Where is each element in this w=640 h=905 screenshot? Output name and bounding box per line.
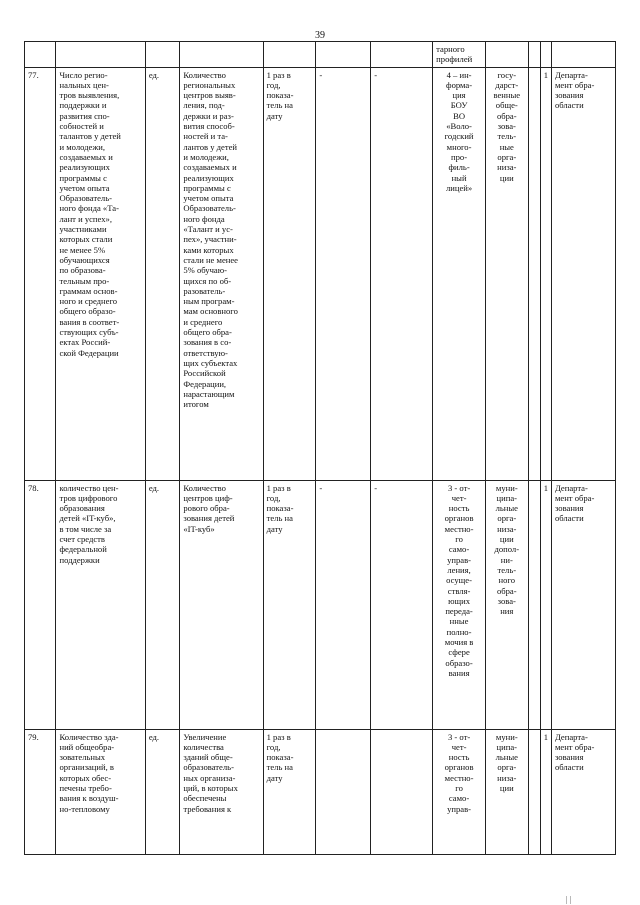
indicator-name: количество цен- тров цифрового образования детей «IT-куб», в том числе за счет средств федеральной поддержки	[56, 480, 145, 729]
unit-cell: ед.	[145, 729, 180, 854]
col7-cell	[371, 729, 433, 854]
definition-cell: Увеличение количества зданий обще- образователь- ных организа- ций, в которых обеспечены требования к	[180, 729, 263, 854]
col7-cell: -	[371, 67, 433, 480]
row-number: 77.	[25, 67, 56, 480]
unit-cell: ед.	[145, 480, 180, 729]
row-number: 78.	[25, 480, 56, 729]
row-number: 79.	[25, 729, 56, 854]
header-cell	[316, 42, 371, 68]
frequency-cell: 1 раз в год, показа- тель на дату	[263, 729, 316, 854]
header-cell	[263, 42, 316, 68]
header-cell	[56, 42, 145, 68]
header-cell	[25, 42, 56, 68]
header-cell	[145, 42, 180, 68]
col6-cell: -	[316, 480, 371, 729]
department-cell: Департа- мент обра- зования области	[551, 67, 615, 480]
indicators-table	[24, 41, 616, 855]
col11-cell: 1	[540, 729, 551, 854]
col10-cell	[528, 67, 540, 480]
col11-cell: 1	[540, 480, 551, 729]
responsible-org-cell: муни- ципа- льные орга- низа- ции допол- ни- тель- ного обра- зова- ния	[485, 480, 528, 729]
col6-cell	[316, 729, 371, 854]
page-number: 39	[315, 30, 325, 41]
table-row	[25, 67, 616, 480]
col7-cell: -	[371, 480, 433, 729]
frequency-cell: 1 раз в год, показа- тель на дату	[263, 480, 316, 729]
table-row	[25, 729, 616, 854]
source-cell: 4 – ин- форма- ция БОУ ВО «Воло- годский много- про- филь- ный лицей»	[433, 67, 486, 480]
indicator-name: Количество зда- ний общеобра- зовательных организаций, в которых обес- печены требо- вания к воздуш- но-тепловому	[56, 729, 145, 854]
department-cell: Департа- мент обра- зования области	[551, 480, 615, 729]
header-cell	[528, 42, 540, 68]
department-cell: Департа- мент обра- зования области	[551, 729, 615, 854]
responsible-org-cell: госу- дарст- венные обще- обра- зова- тель- ные орга- низа- ции	[485, 67, 528, 480]
source-cell: 3 - от- чет- ность органов местно- го само- управ-	[433, 729, 486, 854]
col11-cell: 1	[540, 67, 551, 480]
responsible-org-cell: муни- ципа- льные орга- низа- ции	[485, 729, 528, 854]
source-cell: 3 - от- чет- ность органов местно- го само- управ- ления, осуще- ствля- ющих переда- нные полно- мочия в сфере образо- вания	[433, 480, 486, 729]
definition-cell: Количество центров циф- рового обра- зования детей «IT-куб»	[180, 480, 263, 729]
header-cell	[540, 42, 551, 68]
header-cell: тарного профилей	[433, 42, 486, 68]
col10-cell	[528, 480, 540, 729]
col10-cell	[528, 729, 540, 854]
definition-cell: Количество региональных центров выяв- ления, под- держки и раз- вития способ- ностей и та- лантов у детей и молодежи, создаваемых и реализующих программы с учетом опыта Образователь- ного фонда «Талант и ус- пех», участни- ками которых стали не менее 5% обучаю- щихся по об- разователь- ным програм- мам основного и среднего общего обра- зования в со- ответствую- щих субъектах Российской Федерации, нарастающим итогом	[180, 67, 263, 480]
col6-cell: -	[316, 67, 371, 480]
unit-cell: ед.	[145, 67, 180, 480]
header-cell	[371, 42, 433, 68]
header-cell	[485, 42, 528, 68]
header-cell	[180, 42, 263, 68]
page-corner-mark: | |	[566, 895, 572, 904]
indicator-name: Число регио- нальных цен- тров выявления, поддержки и развития спо- собностей и талантов у детей и молодежи, создаваемых и реализующих программы с учетом опыта Образователь- ного фонда «Та- лант и успех», участниками которых стали не менее 5% обучающихся по образова- тельным про- граммам основ- ного и среднего общего образо- вания в соответ- ствующих субъ- ектах Россий- ской Федерации	[56, 67, 145, 480]
header-cell	[551, 42, 615, 68]
table-row	[25, 480, 616, 729]
table-header-row	[25, 42, 616, 68]
frequency-cell: 1 раз в год, показа- тель на дату	[263, 67, 316, 480]
